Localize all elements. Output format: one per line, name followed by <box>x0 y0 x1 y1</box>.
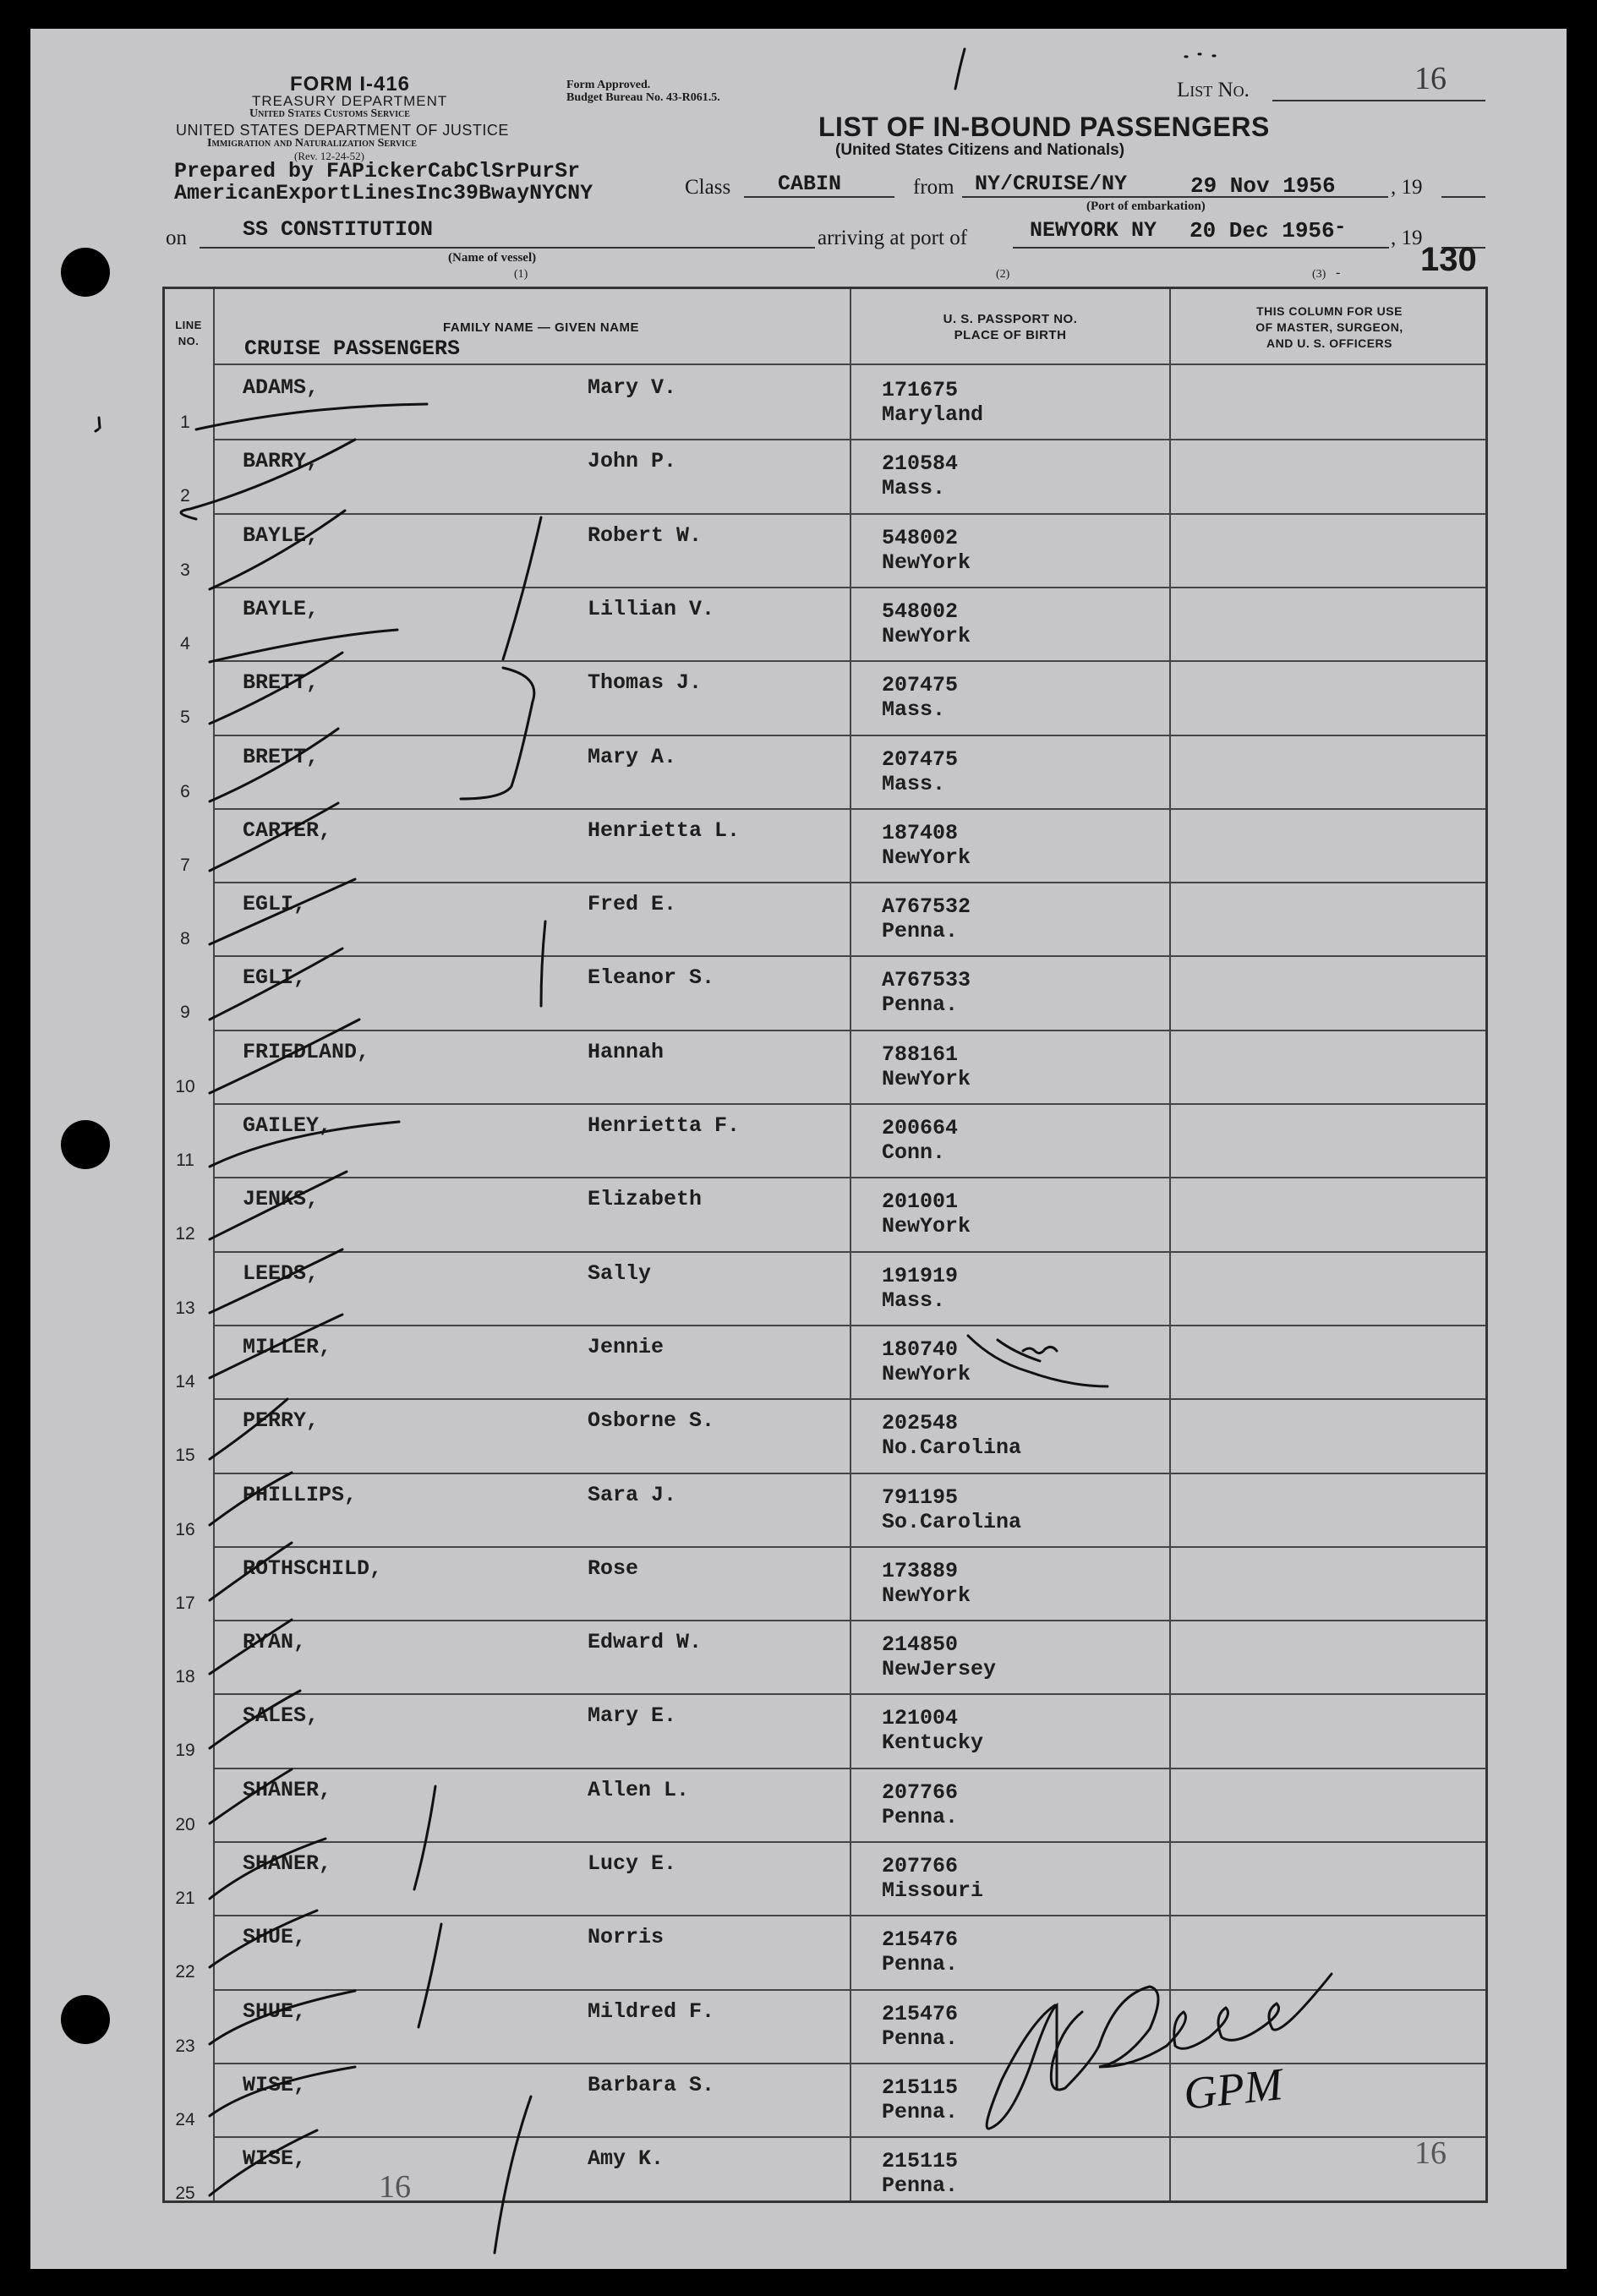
ins-service: Immigration and Naturalization Service <box>207 137 417 150</box>
form-approved: Form Approved. <box>566 79 651 91</box>
place-of-birth: Penna. <box>882 2173 959 2199</box>
given-name: Mildred F. <box>588 1998 715 2024</box>
line-number: 6 <box>180 781 190 801</box>
place-of-birth: NewYork <box>882 1214 971 1239</box>
place-of-birth: Penna. <box>882 1804 959 1829</box>
family-name: SHANER, <box>243 1851 332 1876</box>
header-family-given-name: FAMILY NAME — GIVEN NAME <box>442 320 640 335</box>
on-label: on <box>166 227 187 249</box>
line-number: 14 <box>175 1371 195 1391</box>
given-name: Fred E. <box>588 892 677 917</box>
family-name: CARTER, <box>243 817 332 843</box>
family-name: LEEDS, <box>243 1260 320 1286</box>
place-of-birth: Kentucky <box>882 1730 984 1756</box>
from-label: from <box>913 176 954 199</box>
place-of-birth: NewYork <box>882 1583 971 1608</box>
line-number: 3 <box>180 560 190 580</box>
vessel-name: SS CONSTITUTION <box>243 217 434 242</box>
budget-bureau-number: Budget Bureau No. 43-R061.5. <box>566 91 720 104</box>
passport-number: 207766 <box>882 1779 959 1805</box>
treasury-dept: TREASURY DEPARTMENT <box>252 93 448 109</box>
place-of-birth: Mass. <box>882 771 946 796</box>
place-of-birth: Penna. <box>882 2025 959 2051</box>
passport-number: 171675 <box>882 378 959 402</box>
list-no-label: List No. <box>1177 79 1250 101</box>
line-number: 7 <box>180 855 190 875</box>
family-name: RYAN, <box>243 1630 307 1655</box>
arrival-date-suffix: - <box>1334 216 1347 239</box>
year-prefix-2: , 19 <box>1391 227 1423 249</box>
family-name: EGLI, <box>243 965 307 991</box>
passport-number: 121004 <box>882 1706 959 1731</box>
given-name: Lucy E. <box>588 1851 677 1876</box>
passport-number: 215115 <box>882 2149 959 2174</box>
passport-number: 201001 <box>882 1189 959 1215</box>
passport-number: 200664 <box>882 1116 959 1140</box>
given-name: Barbara S. <box>588 2072 715 2097</box>
passport-number: 215115 <box>882 2075 959 2100</box>
line-number: 21 <box>175 1889 195 1908</box>
passport-number: 180740 <box>882 1337 959 1362</box>
given-name: Norris <box>588 1925 665 1950</box>
arrival-date: 20 Dec 1956 <box>1190 218 1335 243</box>
passport-number: 210584 <box>882 451 959 477</box>
col-2-number: (2) <box>996 268 1010 281</box>
passport-number: A767532 <box>882 894 971 920</box>
line-number: 24 <box>175 2109 195 2129</box>
document-title: LIST OF IN-BOUND PASSENGERS <box>818 112 1270 142</box>
signature-initials: GPM <box>1181 2058 1285 2119</box>
document-subtitle: (United States Citizens and Nationals) <box>835 141 1125 159</box>
given-name: Sara J. <box>588 1482 677 1507</box>
place-of-birth: NewYork <box>882 549 971 575</box>
prepared-by-line-1: Prepared by FAPickerCabClSrPurSr <box>174 159 581 183</box>
line-number: 12 <box>175 1224 195 1244</box>
given-name: John P. <box>588 449 677 474</box>
place-of-birth: So.Carolina <box>882 1509 1022 1534</box>
family-name: SHUE, <box>243 1925 307 1950</box>
family-name: WISE, <box>243 2072 307 2097</box>
form-number: FORM I-416 <box>290 73 411 96</box>
line-number: 8 <box>180 929 190 949</box>
header-passport-no: U. S. PASSPORT NO. <box>943 312 1078 326</box>
passport-number: 548002 <box>882 599 959 624</box>
passport-number: 191919 <box>882 1263 959 1288</box>
line-number: 22 <box>175 1962 195 1982</box>
given-name: Henrietta F. <box>588 1113 741 1138</box>
family-name: ADAMS, <box>243 375 320 400</box>
header-line-no: LINE NO. <box>175 319 202 347</box>
given-name: Thomas J. <box>588 670 703 696</box>
place-of-birth: Conn. <box>882 1140 946 1165</box>
line-number: 5 <box>180 708 190 728</box>
place-of-birth: Missouri <box>882 1878 984 1903</box>
given-name: Mary V. <box>588 375 677 400</box>
given-name: Sally <box>588 1260 652 1286</box>
place-of-birth: No.Carolina <box>882 1435 1022 1461</box>
family-name: SHUE, <box>243 1998 307 2024</box>
place-of-birth: Maryland <box>882 402 984 427</box>
family-name: FRIEDLAND, <box>243 1039 370 1064</box>
header-officers-2: OF MASTER, SURGEON, <box>1255 320 1403 334</box>
page-number-bottom-left: 16 <box>379 2169 411 2205</box>
given-name: Edward W. <box>588 1630 703 1655</box>
line-number: 19 <box>175 1741 195 1761</box>
line-number: 18 <box>175 1667 195 1687</box>
given-name: Amy K. <box>588 2146 665 2172</box>
passport-number: 207475 <box>882 673 959 698</box>
passport-number: 202548 <box>882 1411 959 1436</box>
family-name: PHILLIPS, <box>243 1482 358 1507</box>
passport-number: 215476 <box>882 1927 959 1953</box>
family-name: MILLER, <box>243 1334 332 1359</box>
family-name: BRETT, <box>243 744 320 769</box>
place-of-birth: NewYork <box>882 623 971 648</box>
line-number: 13 <box>175 1298 195 1318</box>
given-name: Hannah <box>588 1039 665 1064</box>
family-name: JENKS, <box>243 1187 320 1212</box>
family-name: SHANER, <box>243 1777 332 1802</box>
from-port: NY/CRUISE/NY <box>975 172 1128 196</box>
given-name: Mary E. <box>588 1703 677 1729</box>
line-number: 25 <box>175 2184 195 2204</box>
family-name: EGLI, <box>243 892 307 917</box>
family-name: BRETT, <box>243 670 320 696</box>
place-of-birth: NewYork <box>882 845 971 870</box>
given-name: Elizabeth <box>588 1187 703 1212</box>
line-number: 10 <box>175 1076 195 1096</box>
section-label: CRUISE PASSENGERS <box>244 336 461 361</box>
prepared-by-line-2: AmericanExportLinesInc39BwayNYCNY <box>174 181 593 205</box>
passport-number: 173889 <box>882 1558 959 1583</box>
line-number: 15 <box>175 1446 195 1466</box>
family-name: BAYLE, <box>243 596 320 621</box>
given-name: Allen L. <box>588 1777 690 1802</box>
family-name: PERRY, <box>243 1408 320 1434</box>
class-value: CABIN <box>778 172 842 196</box>
col-3-dash: - <box>1336 265 1341 280</box>
family-name: ROTHSCHILD, <box>243 1555 383 1581</box>
family-name: SALES, <box>243 1703 320 1729</box>
given-name: Henrietta L. <box>588 817 741 843</box>
line-number: 9 <box>180 1003 190 1023</box>
line-number: 17 <box>175 1593 195 1613</box>
family-name: BARRY, <box>243 449 320 474</box>
place-of-birth: Penna. <box>882 2099 959 2124</box>
passport-number: 788161 <box>882 1041 959 1067</box>
line-number: 4 <box>180 633 190 653</box>
line-number: 16 <box>175 1519 195 1539</box>
passport-number: A767533 <box>882 968 971 993</box>
place-of-birth: Penna. <box>882 992 959 1018</box>
line-number: 23 <box>175 2036 195 2056</box>
list-no-value: 16 <box>1414 61 1447 96</box>
line-number: 2 <box>180 486 190 506</box>
given-name: Jennie <box>588 1334 665 1359</box>
from-date: 29 Nov 1956 <box>1190 173 1336 199</box>
given-name: Lillian V. <box>588 596 715 621</box>
family-name: BAYLE, <box>243 522 320 548</box>
place-of-birth: Mass. <box>882 1287 946 1313</box>
passport-number: 215476 <box>882 2001 959 2026</box>
year-prefix-1: , 19 <box>1391 176 1423 199</box>
col-3-number: (3) <box>1312 268 1326 281</box>
header-place-of-birth: PLACE OF BIRTH <box>954 328 1067 342</box>
given-name: Osborne S. <box>588 1408 715 1434</box>
place-of-birth: NewJersey <box>882 1657 997 1682</box>
place-of-birth: Penna. <box>882 1952 959 1977</box>
given-name: Mary A. <box>588 744 677 769</box>
passenger-total: 130 <box>1420 241 1477 278</box>
passport-number: 214850 <box>882 1632 959 1658</box>
passport-number: 791195 <box>882 1484 959 1510</box>
place-of-birth: Mass. <box>882 476 946 501</box>
family-name: GAILEY, <box>243 1113 332 1138</box>
passport-number: 207475 <box>882 746 959 772</box>
given-name: Rose <box>588 1555 639 1581</box>
page-number-bottom-right: 16 <box>1414 2135 1447 2171</box>
col-1-number: (1) <box>514 268 528 281</box>
place-of-birth: Mass. <box>882 697 946 723</box>
family-name: WISE, <box>243 2146 307 2172</box>
vessel-caption: (Name of vessel) <box>448 251 537 265</box>
given-name: Robert W. <box>588 522 703 548</box>
class-label: Class <box>685 176 731 199</box>
given-name: Eleanor S. <box>588 965 715 991</box>
port-embarkation-caption: (Port of embarkation) <box>1086 200 1206 213</box>
line-number: 20 <box>175 1814 195 1834</box>
place-of-birth: NewYork <box>882 1361 971 1386</box>
form-revision: (Rev. 12-24-52) <box>294 150 364 162</box>
line-number: 1 <box>180 413 190 432</box>
justice-dept: UNITED STATES DEPARTMENT OF JUSTICE <box>176 122 509 139</box>
arrival-port: NEWYORK NY <box>1030 218 1157 243</box>
header-officers-3: AND U. S. OFFICERS <box>1266 336 1392 350</box>
passport-number: 187408 <box>882 820 959 845</box>
line-number: 11 <box>176 1151 194 1170</box>
place-of-birth: NewYork <box>882 1066 971 1091</box>
arriving-label: arriving at port of <box>818 227 968 249</box>
passport-number: 548002 <box>882 525 959 550</box>
customs-service: United States Customs Service <box>249 107 410 120</box>
header-officers-1: THIS COLUMN FOR USE <box>1256 304 1403 318</box>
passport-number: 207766 <box>882 1854 959 1878</box>
place-of-birth: Penna. <box>882 919 959 944</box>
